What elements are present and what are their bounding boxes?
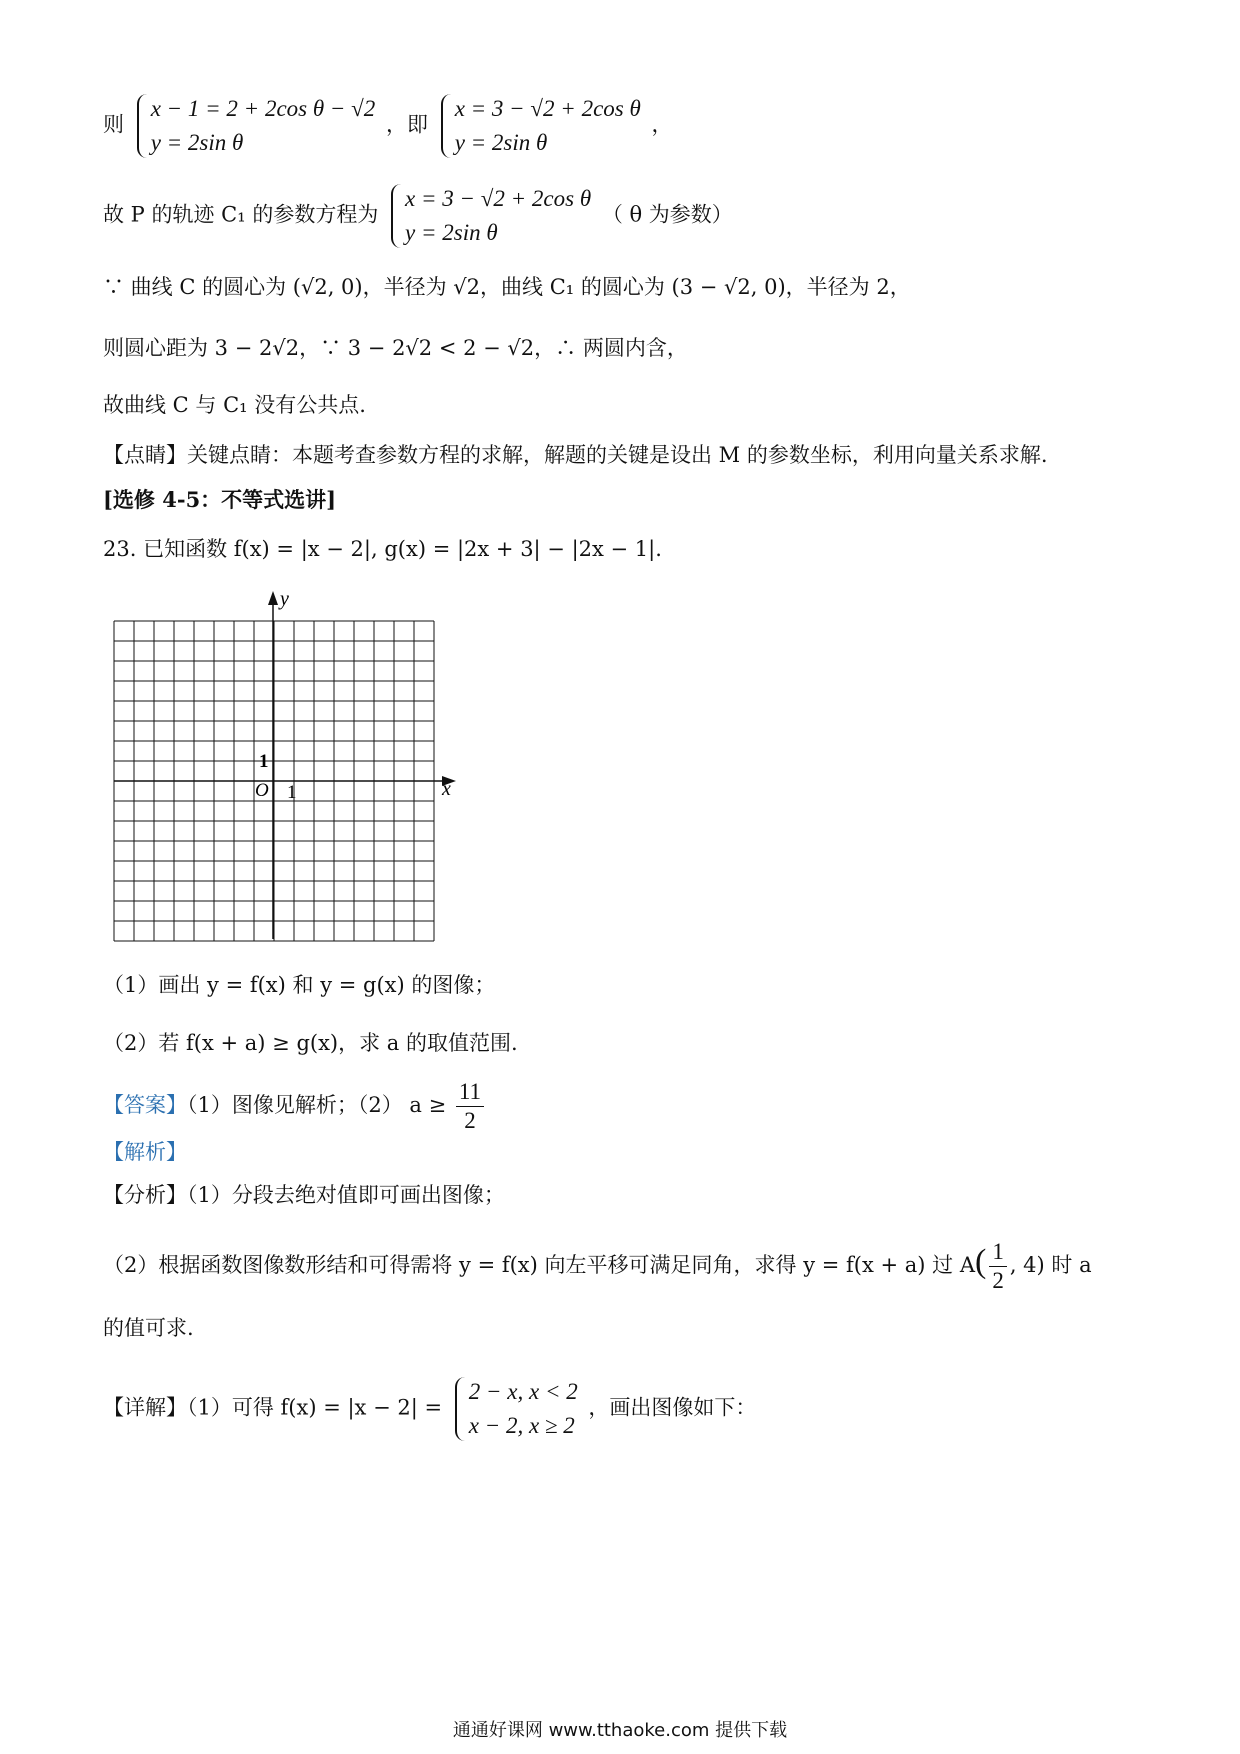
question-23: 23. 已知函数 f(x) = |x − 2|, g(x) = |2x + 3| − |2x − 1|.: [103, 537, 662, 561]
equation-system: [439, 92, 641, 160]
case: 2 − x, x < 2: [468, 1379, 578, 1404]
equation: x = 3 − √2 + 2cos θ: [454, 96, 641, 121]
x-axis: [114, 776, 456, 800]
solution-line-5: 故曲线 C 与 C₁ 没有公共点.: [103, 393, 366, 417]
equation: y = 2sin θ: [454, 130, 548, 155]
equation: x = 3 − √2 + 2cos θ: [405, 186, 592, 211]
numerator: 1: [989, 1238, 1007, 1267]
piecewise-function: [453, 1375, 578, 1443]
section-heading: [选修 4-5：不等式选讲]: [103, 487, 337, 512]
part-2: （2）若 f(x + a) ≥ g(x)，求 a 的取值范围.: [103, 1031, 518, 1055]
equation-system: [135, 92, 376, 160]
answer-tag: 【答案】: [103, 1093, 187, 1117]
denominator: 2: [992, 1268, 1004, 1293]
solution-line-3: ∵ 曲线 C 的圆心为 (√2, 0)，半径为 √2，曲线 C₁ 的圆心为 (3 − √2, 0)，半径为 2，: [103, 275, 911, 299]
part-1: （1）画出 y = f(x) 和 y = g(x) 的图像；: [103, 973, 496, 997]
text: 故 P 的轨迹 C₁ 的参数方程为: [103, 202, 379, 227]
x-unit-label: 1: [287, 782, 297, 803]
origin-label: O: [255, 780, 269, 801]
denominator: 2: [464, 1108, 476, 1133]
solution-line-4: 则圆心距为 3 − 2√2，∵ 3 − 2√2 < 2 − √2，∴ 两圆内含，: [103, 336, 688, 360]
x-axis-label: x: [442, 778, 451, 800]
equation-system: [389, 182, 591, 250]
equation: y = 2sin θ: [150, 130, 244, 155]
equation: x − 1 = 2 + 2cos θ − √2: [150, 96, 376, 121]
solution-line-2: [103, 182, 733, 250]
detail-line: [103, 1375, 756, 1443]
text: ，画出图像如下：: [588, 1395, 757, 1420]
paren: (: [975, 1243, 987, 1280]
fraction: [989, 1238, 1007, 1295]
y-axis-label: y: [280, 588, 289, 610]
fenxi-line: 【分析】（1）分段去绝对值即可画出图像；: [103, 1183, 505, 1207]
dianjing-note: 【点睛】关键点睛：本题考查参数方程的求解，解题的关键是设出 M 的参数坐标，利用向量关系求解.: [103, 443, 1048, 467]
numerator: 11: [456, 1078, 484, 1107]
text: 则: [103, 112, 124, 137]
text: （ θ 为参数）: [601, 202, 733, 227]
text: , 4) 时 a: [1009, 1253, 1092, 1277]
answer-line: [103, 1078, 487, 1135]
footer: 通通好课网 www.tthaoke.com 提供下载: [452, 1720, 788, 1741]
jiexi-tag: 【解析】: [103, 1140, 187, 1164]
fraction: [456, 1078, 484, 1135]
analysis-part-2-cont: 的值可求.: [103, 1316, 194, 1340]
answer-text: （1）图像见解析；（2） a ≥: [187, 1093, 447, 1117]
text: 【详解】（1）可得 f(x) = |x − 2| =: [103, 1395, 443, 1420]
text: ，即: [386, 112, 428, 137]
case: x − 2, x ≥ 2: [468, 1413, 575, 1438]
text: ，: [651, 112, 673, 137]
coordinate-grid: [100, 585, 460, 945]
equation: y = 2sin θ: [405, 220, 498, 245]
text: （2）根据函数图像数形结和可得需将 y = f(x) 向左平移可满足同角，求得 y = f(x + a) 过 A: [103, 1253, 975, 1277]
analysis-part-2: [103, 1238, 1092, 1295]
y-unit-label: 1: [259, 751, 269, 772]
solution-line-1: [103, 92, 672, 160]
